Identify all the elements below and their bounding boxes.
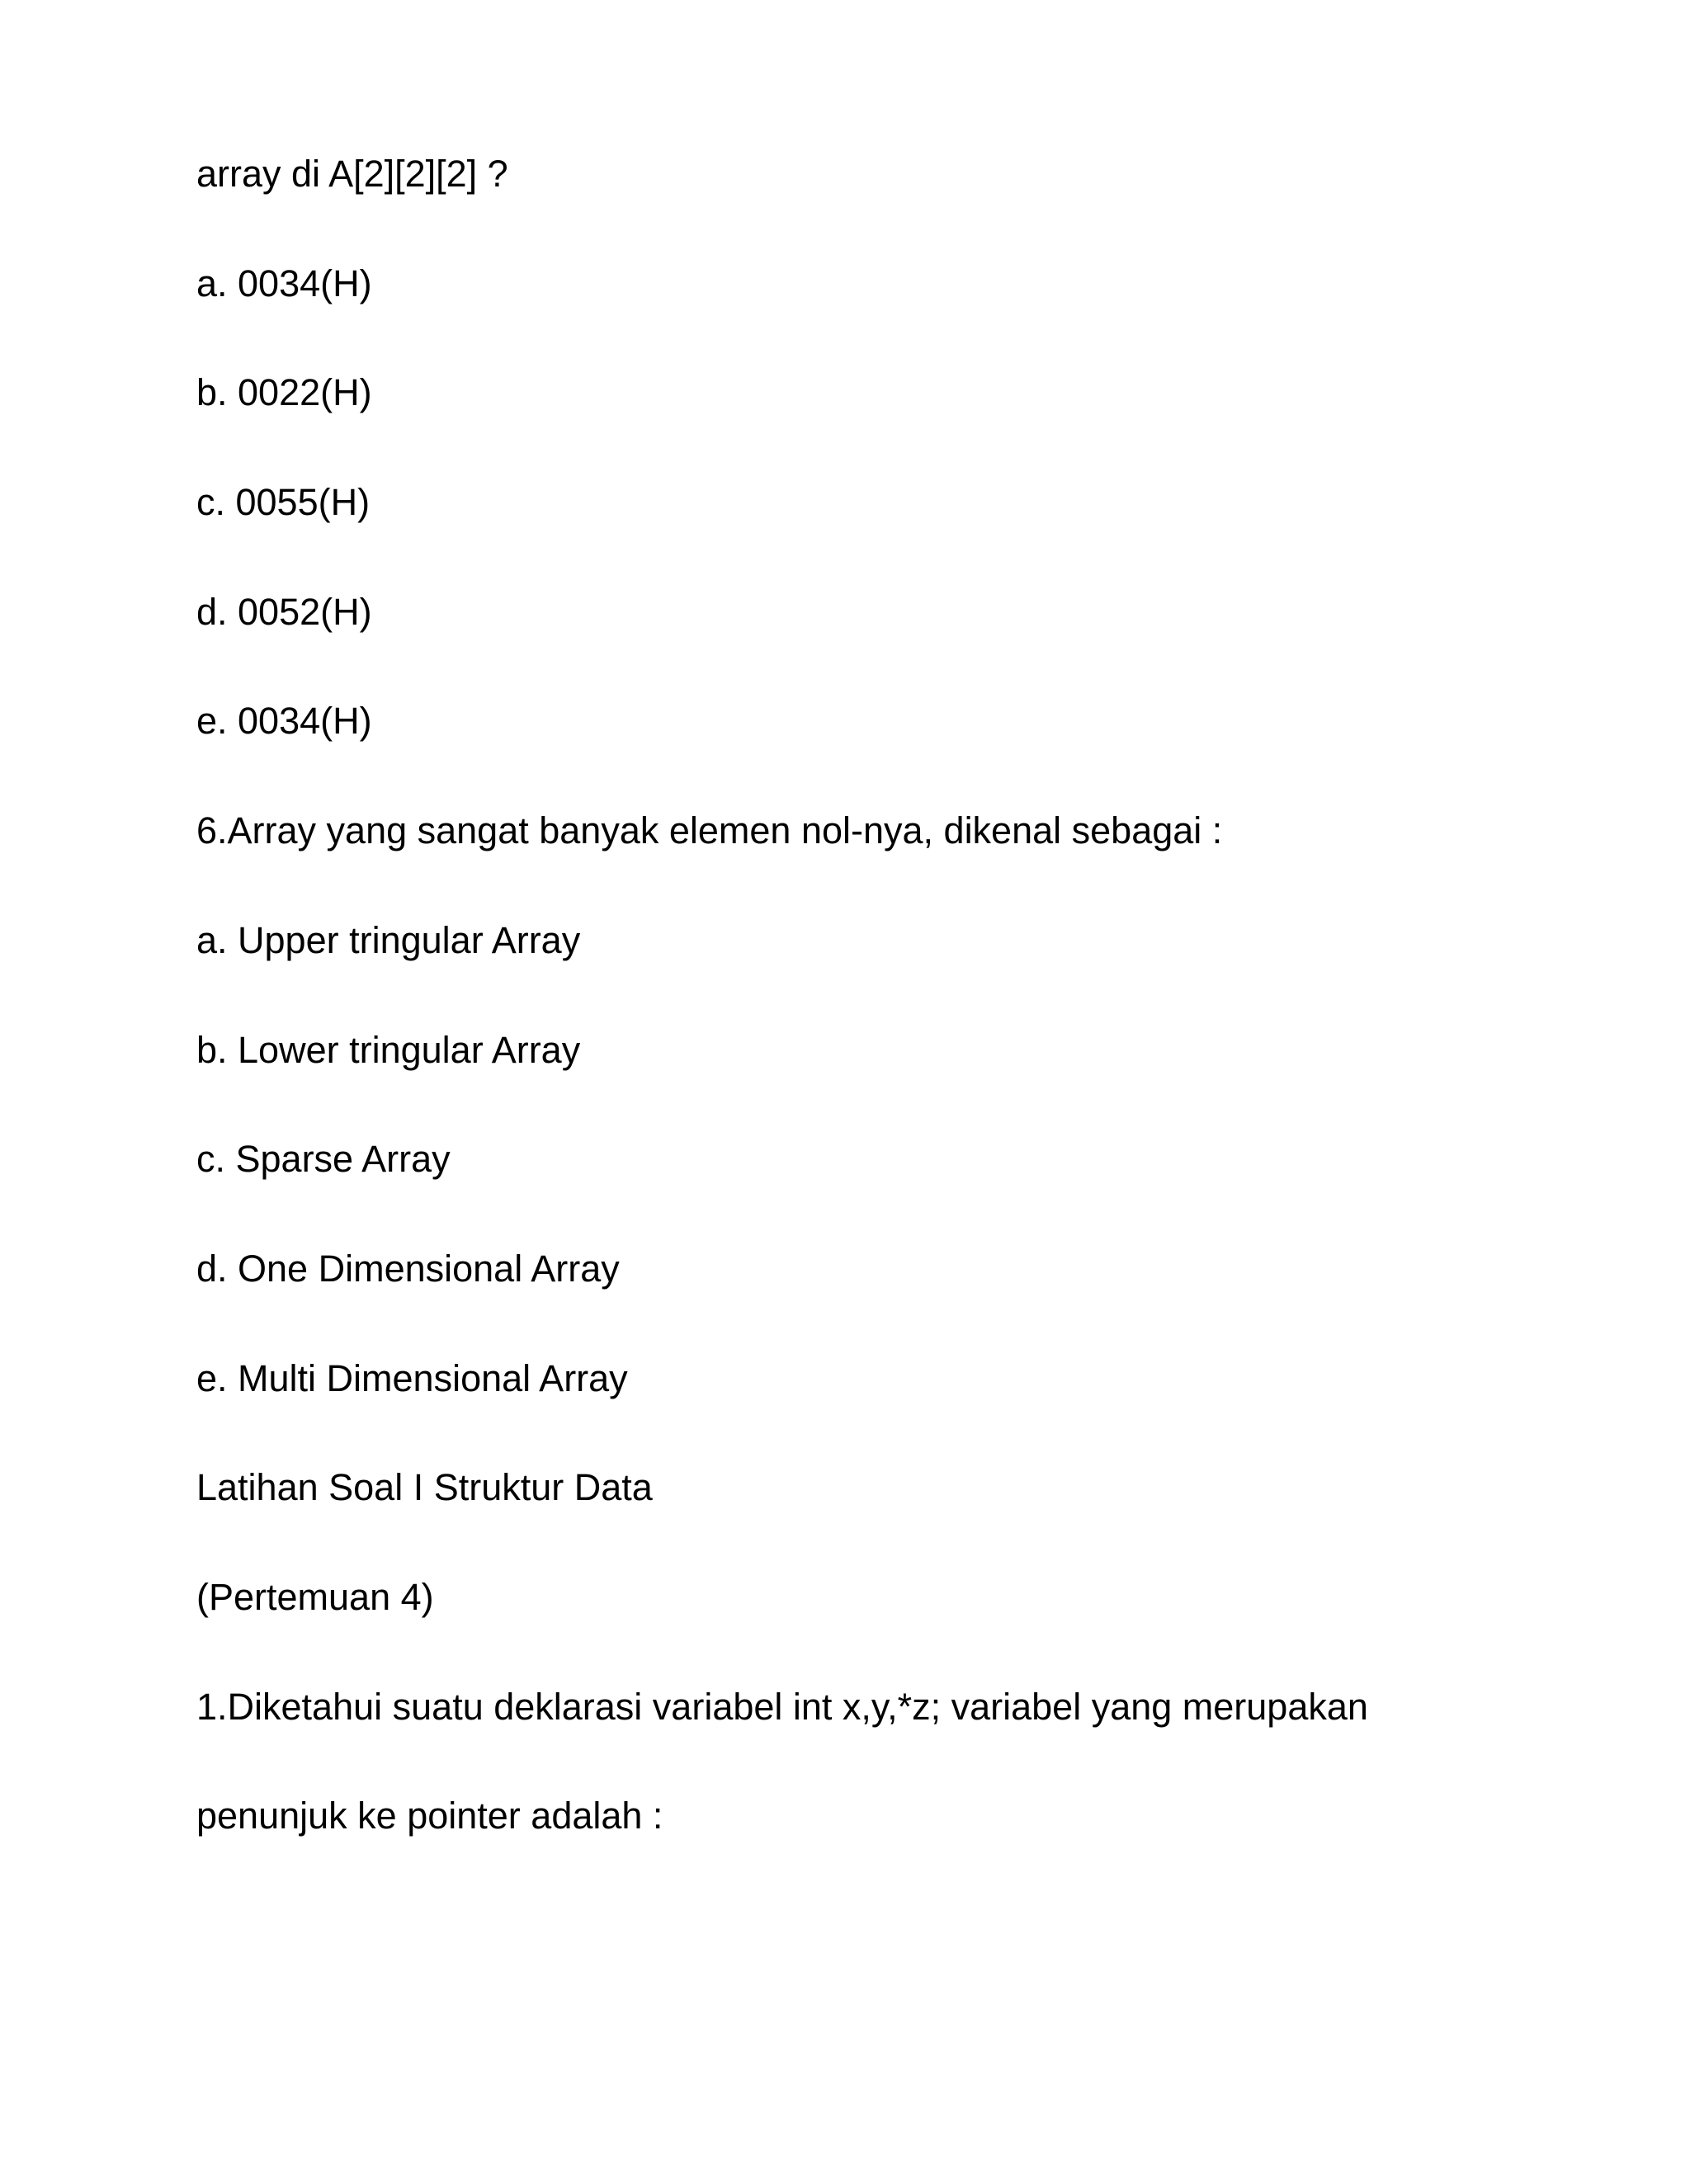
question-6: 6.Array yang sangat banyak elemen nol-nya, dikenal sebagai : (196, 809, 1223, 852)
section-title: Latihan Soal I Struktur Data (196, 1466, 653, 1509)
answer-option-a: a. Upper tringular Array (196, 918, 581, 961)
answer-option-d: d. One Dimensional Array (196, 1247, 620, 1290)
answer-option-d: d. 0052(H) (196, 590, 372, 633)
section-subtitle: (Pertemuan 4) (196, 1575, 434, 1618)
answer-option-b: b. Lower tringular Array (196, 1028, 581, 1071)
question-1-continuation: penunjuk ke pointer adalah : (196, 1795, 663, 1837)
question-continuation: array di A[2][2][2] ? (196, 153, 508, 195)
answer-option-e: e. 0034(H) (196, 700, 372, 743)
answer-option-c: c. Sparse Array (196, 1138, 451, 1181)
document-body (196, 152, 1517, 1903)
answer-option-a: a. 0034(H) (196, 262, 372, 304)
answer-option-c: c. 0055(H) (196, 481, 371, 524)
answer-option-e: e. Multi Dimensional Array (196, 1356, 628, 1399)
question-1: 1.Diketahui suatu deklarasi variabel int x,y,*z; variabel yang merupakan (196, 1685, 1368, 1728)
answer-option-b: b. 0022(H) (196, 371, 372, 414)
